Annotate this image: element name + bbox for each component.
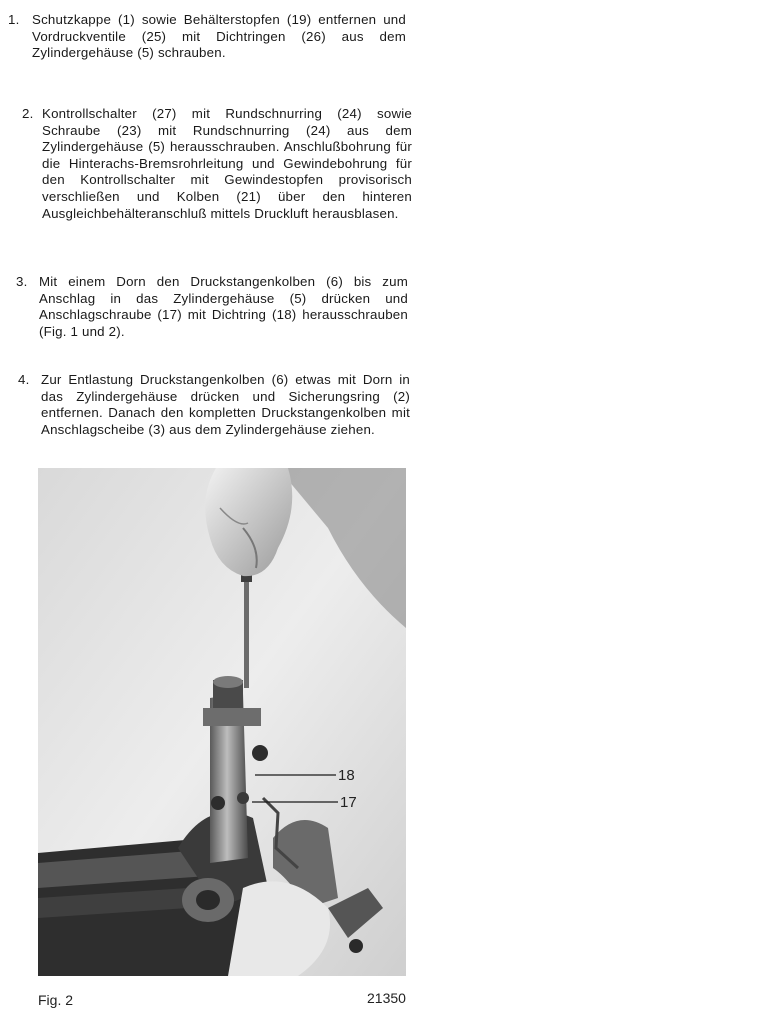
step-text: Schutzkappe (1) sowie Behälterstopfen (19) entfernen und Vordruckventile (25) mit Dichtringen (26) aus dem Zylindergehäuse (5) schrauben. — [32, 12, 406, 61]
callout-label: 17 — [340, 794, 357, 811]
figure-caption: Fig. 2 — [38, 992, 74, 1008]
step-text: Kontrollschalter (27) mit Rundschnurring (24) sowie Schraube (23) mit Rundschnurring (24) aus dem Zylindergehäuse (5) herausschrauben. Anschlußbohrung für die Hinterachs-Bremsrohrleitung und Gewindebohrung für den Kontrollschalter mit Gewindestopfen provisorisch verschließen und Kolben (21) über den hinteren Ausgleichbehälteranschluß mittels Druckluft herausblasen. — [42, 106, 412, 221]
step-number: 2. — [22, 106, 34, 121]
step-number: 3. — [16, 274, 28, 289]
figure-photo — [38, 468, 406, 976]
step-number: 1. — [8, 12, 20, 27]
step-text: Mit einem Dorn den Druckstangenkolben (6) bis zum Anschlag in das Zylindergehäuse (5) drücken und Anschlagschraube (17) mit Dichtring (18) herausschrauben (Fig. 1 und 2). — [39, 274, 408, 339]
callout-label: 18 — [338, 767, 355, 784]
step-number: 4. — [18, 372, 30, 387]
figure-number: 21350 — [367, 990, 406, 1006]
push-rod — [244, 578, 249, 688]
step-text: Zur Entlastung Druckstangenkolben (6) etwas mit Dorn in das Zylindergehäuse drücken und Sicherungsring (2) entfernen. Danach den kompletten Druckstangenkolben mit Anschlagscheibe (3) aus dem Zylindergehäuse ziehen. — [41, 372, 410, 437]
